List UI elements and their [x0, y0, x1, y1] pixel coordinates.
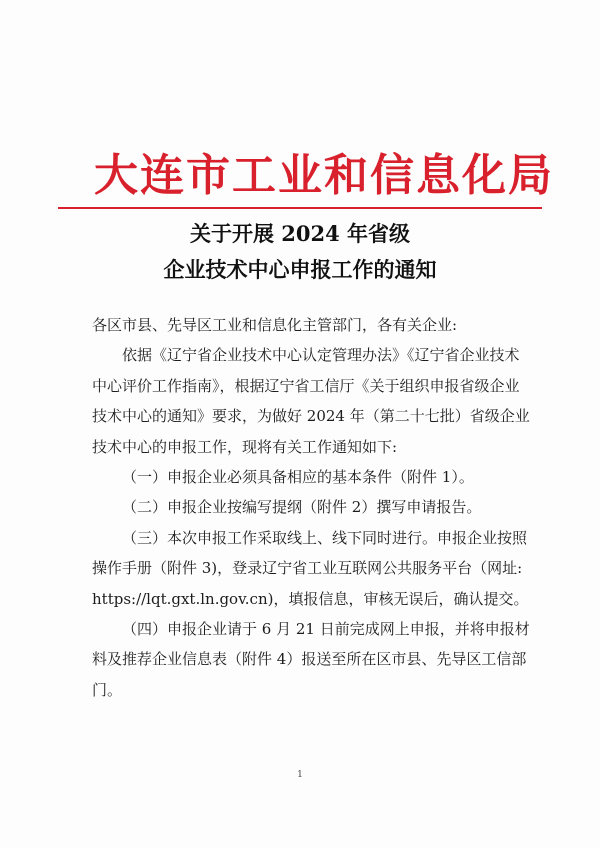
salutation: 各区市县、先导区工业和信息化主管部门，各有关企业: — [92, 316, 458, 334]
masthead-title: 大连市工业和信息化局 — [94, 150, 554, 201]
item-4: （四）申报企业请于 6 月 21 日前完成网上申报，并将申报材料及推荐企业信息表（附件 4）报送至所在区市县、先导区工信部门。 — [92, 620, 530, 699]
item-3: （三）本次申报工作采取线上、线下同时进行。申报企业按照操作手册（附件 3)，登录辽宁省工业互联网公共服务平台（网址: https://lqt.gxt.ln.gov.cn)，填报信息，审核无误后，确认提交。 — [92, 528, 529, 608]
document-body — [92, 310, 532, 705]
item-1: （一）申报企业必须具备相应的基本条件（附件 1）。 — [122, 468, 474, 487]
page-number: 1 — [297, 770, 303, 780]
intro-paragraph: 依据《辽宁省企业技术中心认定管理办法》《辽宁省企业技术中心评价工作指南》，根据辽宁省工信厅《关于组织申报省级企业技术中心的通知》要求，为做好 2024 年（第二十七批）省级企业技术中心的申报工作，现将有关工作通知如下: — [92, 346, 530, 456]
document-title-line-2: 企业技术中心申报工作的通知 — [163, 257, 437, 282]
red-divider-line — [58, 207, 542, 209]
document-title-line-1: 关于开展 2024 年省级 — [189, 221, 411, 246]
item-2: （二）申报企业按编写提纲（附件 2）撰写申请报告。 — [122, 498, 482, 517]
